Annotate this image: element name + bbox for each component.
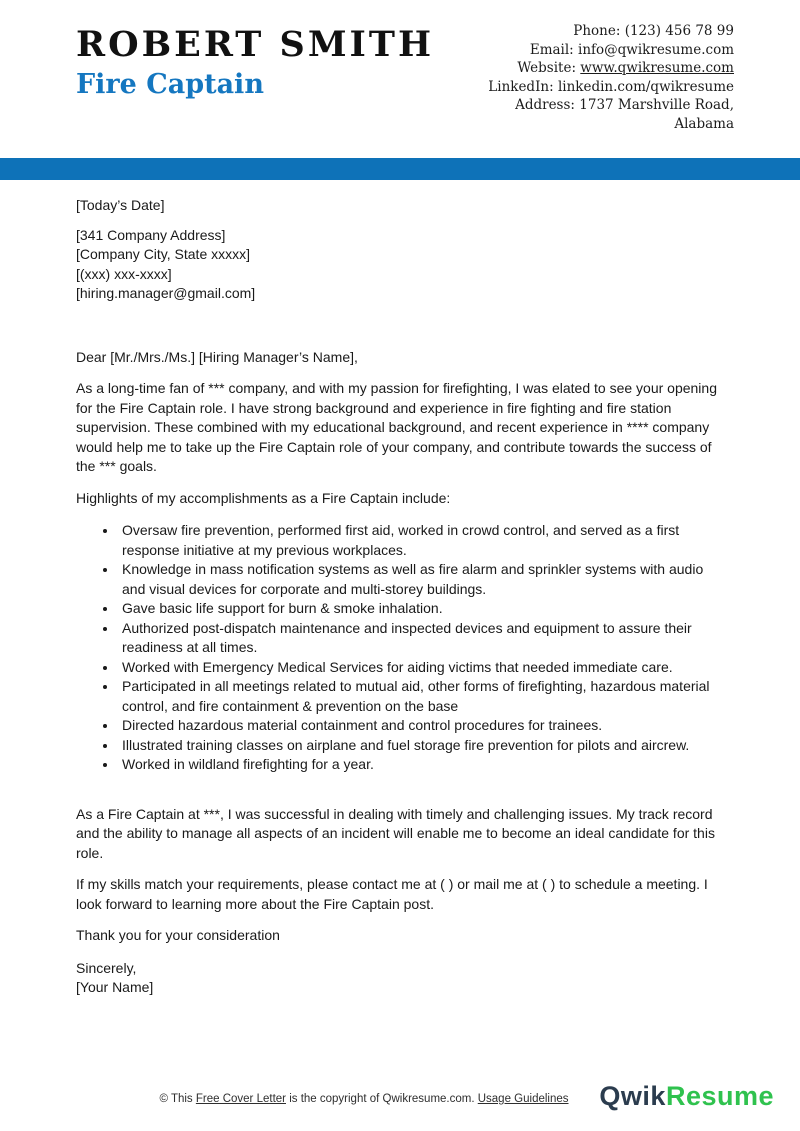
contact-email-value: info@qwikresume.com	[578, 41, 734, 58]
identity-block	[76, 20, 434, 100]
accomplishment-item: • Oversaw fire prevention, performed first aid, worked in crowd control, and served as a first response initiative at my previous workplaces.	[118, 521, 728, 560]
contact-website	[488, 59, 734, 78]
copyright-note	[159, 1093, 568, 1105]
highlights-intro: Highlights of my accomplishments as a Fire Captain include:	[76, 489, 451, 506]
contact-linkedin-value: linkedin.com/qwikresume	[557, 78, 734, 95]
contact-linkedin-label: LinkedIn:	[488, 78, 554, 95]
experience-paragraph: As a Fire Captain at ***, I was successful in dealing with timely and challenging issues. My track record and the ability to manage all aspects of an incident will enable me to become an ideal candidate for this role.	[76, 805, 715, 861]
contact-address-value: 1737 Marshville Road,	[579, 97, 734, 113]
thanks-line: Thank you for your consideration	[76, 927, 280, 943]
accomplishment-item: • Directed hazardous material containment and control procedures for trainees.	[118, 716, 728, 736]
contact-address-label: Address:	[515, 97, 575, 113]
contact-phone-label: Phone:	[573, 23, 621, 39]
contact-email-label: Email:	[529, 41, 574, 58]
closing-block	[76, 959, 728, 998]
copyright-middle: is the copyright of Qwikresume.com.	[286, 1093, 478, 1105]
recipient-address-block	[76, 226, 728, 304]
recipient-line: [Company City, State xxxxx]	[76, 246, 251, 262]
accent-divider-bar	[0, 158, 800, 180]
page-footer	[0, 1079, 800, 1123]
signature-placeholder: [Your Name]	[76, 979, 154, 995]
recipient-line: [(xxx) xxx-xxxx]	[76, 265, 172, 282]
accomplishment-item: • Illustrated training classes on airplane and fuel storage fire prevention for pilots and aircrew.	[118, 736, 728, 756]
accomplishment-item: • Authorized post-dispatch maintenance and inspected devices and equipment to assure their readiness at all times.	[118, 619, 728, 658]
accomplishment-item: • Worked with Emergency Medical Services for aiding victims that needed immediate care.	[118, 658, 728, 678]
letter-header	[0, 0, 800, 158]
contact-email	[488, 41, 734, 60]
candidate-name: ROBERT SMITH	[76, 24, 435, 65]
contact-address	[488, 96, 734, 115]
contact-address-line2: Alabama	[674, 115, 734, 132]
accomplishment-item: • Worked in wildland firefighting for a year.	[118, 755, 728, 775]
closing-word: Sincerely,	[76, 959, 137, 976]
accomplishment-item: • Gave basic life support for burn & smoke inhalation.	[118, 599, 728, 619]
letter-body	[0, 180, 800, 998]
accomplishment-item: • Knowledge in mass notification systems as well as fire alarm and sprinkler systems with audio and visual devices for corporate and multi-storey buildings.	[118, 560, 728, 599]
accomplishment-item: • Participated in all meetings related to mutual aid, other forms of firefighting, hazardous material control, and fire containment & prevention on the base	[118, 677, 728, 716]
contact-website-label: Website:	[517, 60, 576, 76]
usage-guidelines-link[interactable]: Usage Guidelines	[477, 1093, 569, 1105]
accomplishments-list	[76, 521, 728, 775]
contact-request-paragraph: If my skills match your requirements, please contact me at ( ) or mail me at ( ) to schedule a meeting. I look forward to learning more about the Fire Captain post.	[76, 876, 708, 912]
candidate-job-title: Fire Captain	[76, 68, 264, 100]
qwikresume-logo	[599, 1081, 774, 1112]
contact-website-link[interactable]: www.qwikresume.com	[580, 60, 734, 76]
logo-resume-text: Resume	[665, 1081, 774, 1111]
logo-qwik-text: Qwik	[599, 1081, 666, 1111]
date-placeholder: [Today’s Date]	[76, 197, 165, 213]
salutation: Dear [Mr./Mrs./Ms.] [Hiring Manager’s Name],	[76, 348, 358, 365]
recipient-line: [hiring.manager@gmail.com]	[76, 285, 256, 301]
contact-info-block	[488, 20, 734, 133]
contact-linkedin	[488, 78, 734, 97]
intro-paragraph: As a long-time fan of *** company, and with my passion for firefighting, I was elated to see your opening for the Fire Captain role. I have strong background and experience in fire fighting and fire station supervision. These combined with my educational background, and recent experience in **** company would help me to take up the Fire Captain role of your company, and contribute towards the success of the *** goals.	[76, 380, 717, 474]
copyright-prefix: © This	[159, 1093, 196, 1105]
contact-phone	[488, 22, 734, 41]
contact-phone-value: (123) 456 78 99	[624, 23, 734, 39]
free-cover-letter-link[interactable]: Free Cover Letter	[195, 1093, 286, 1105]
recipient-line: [341 Company Address]	[76, 226, 226, 243]
